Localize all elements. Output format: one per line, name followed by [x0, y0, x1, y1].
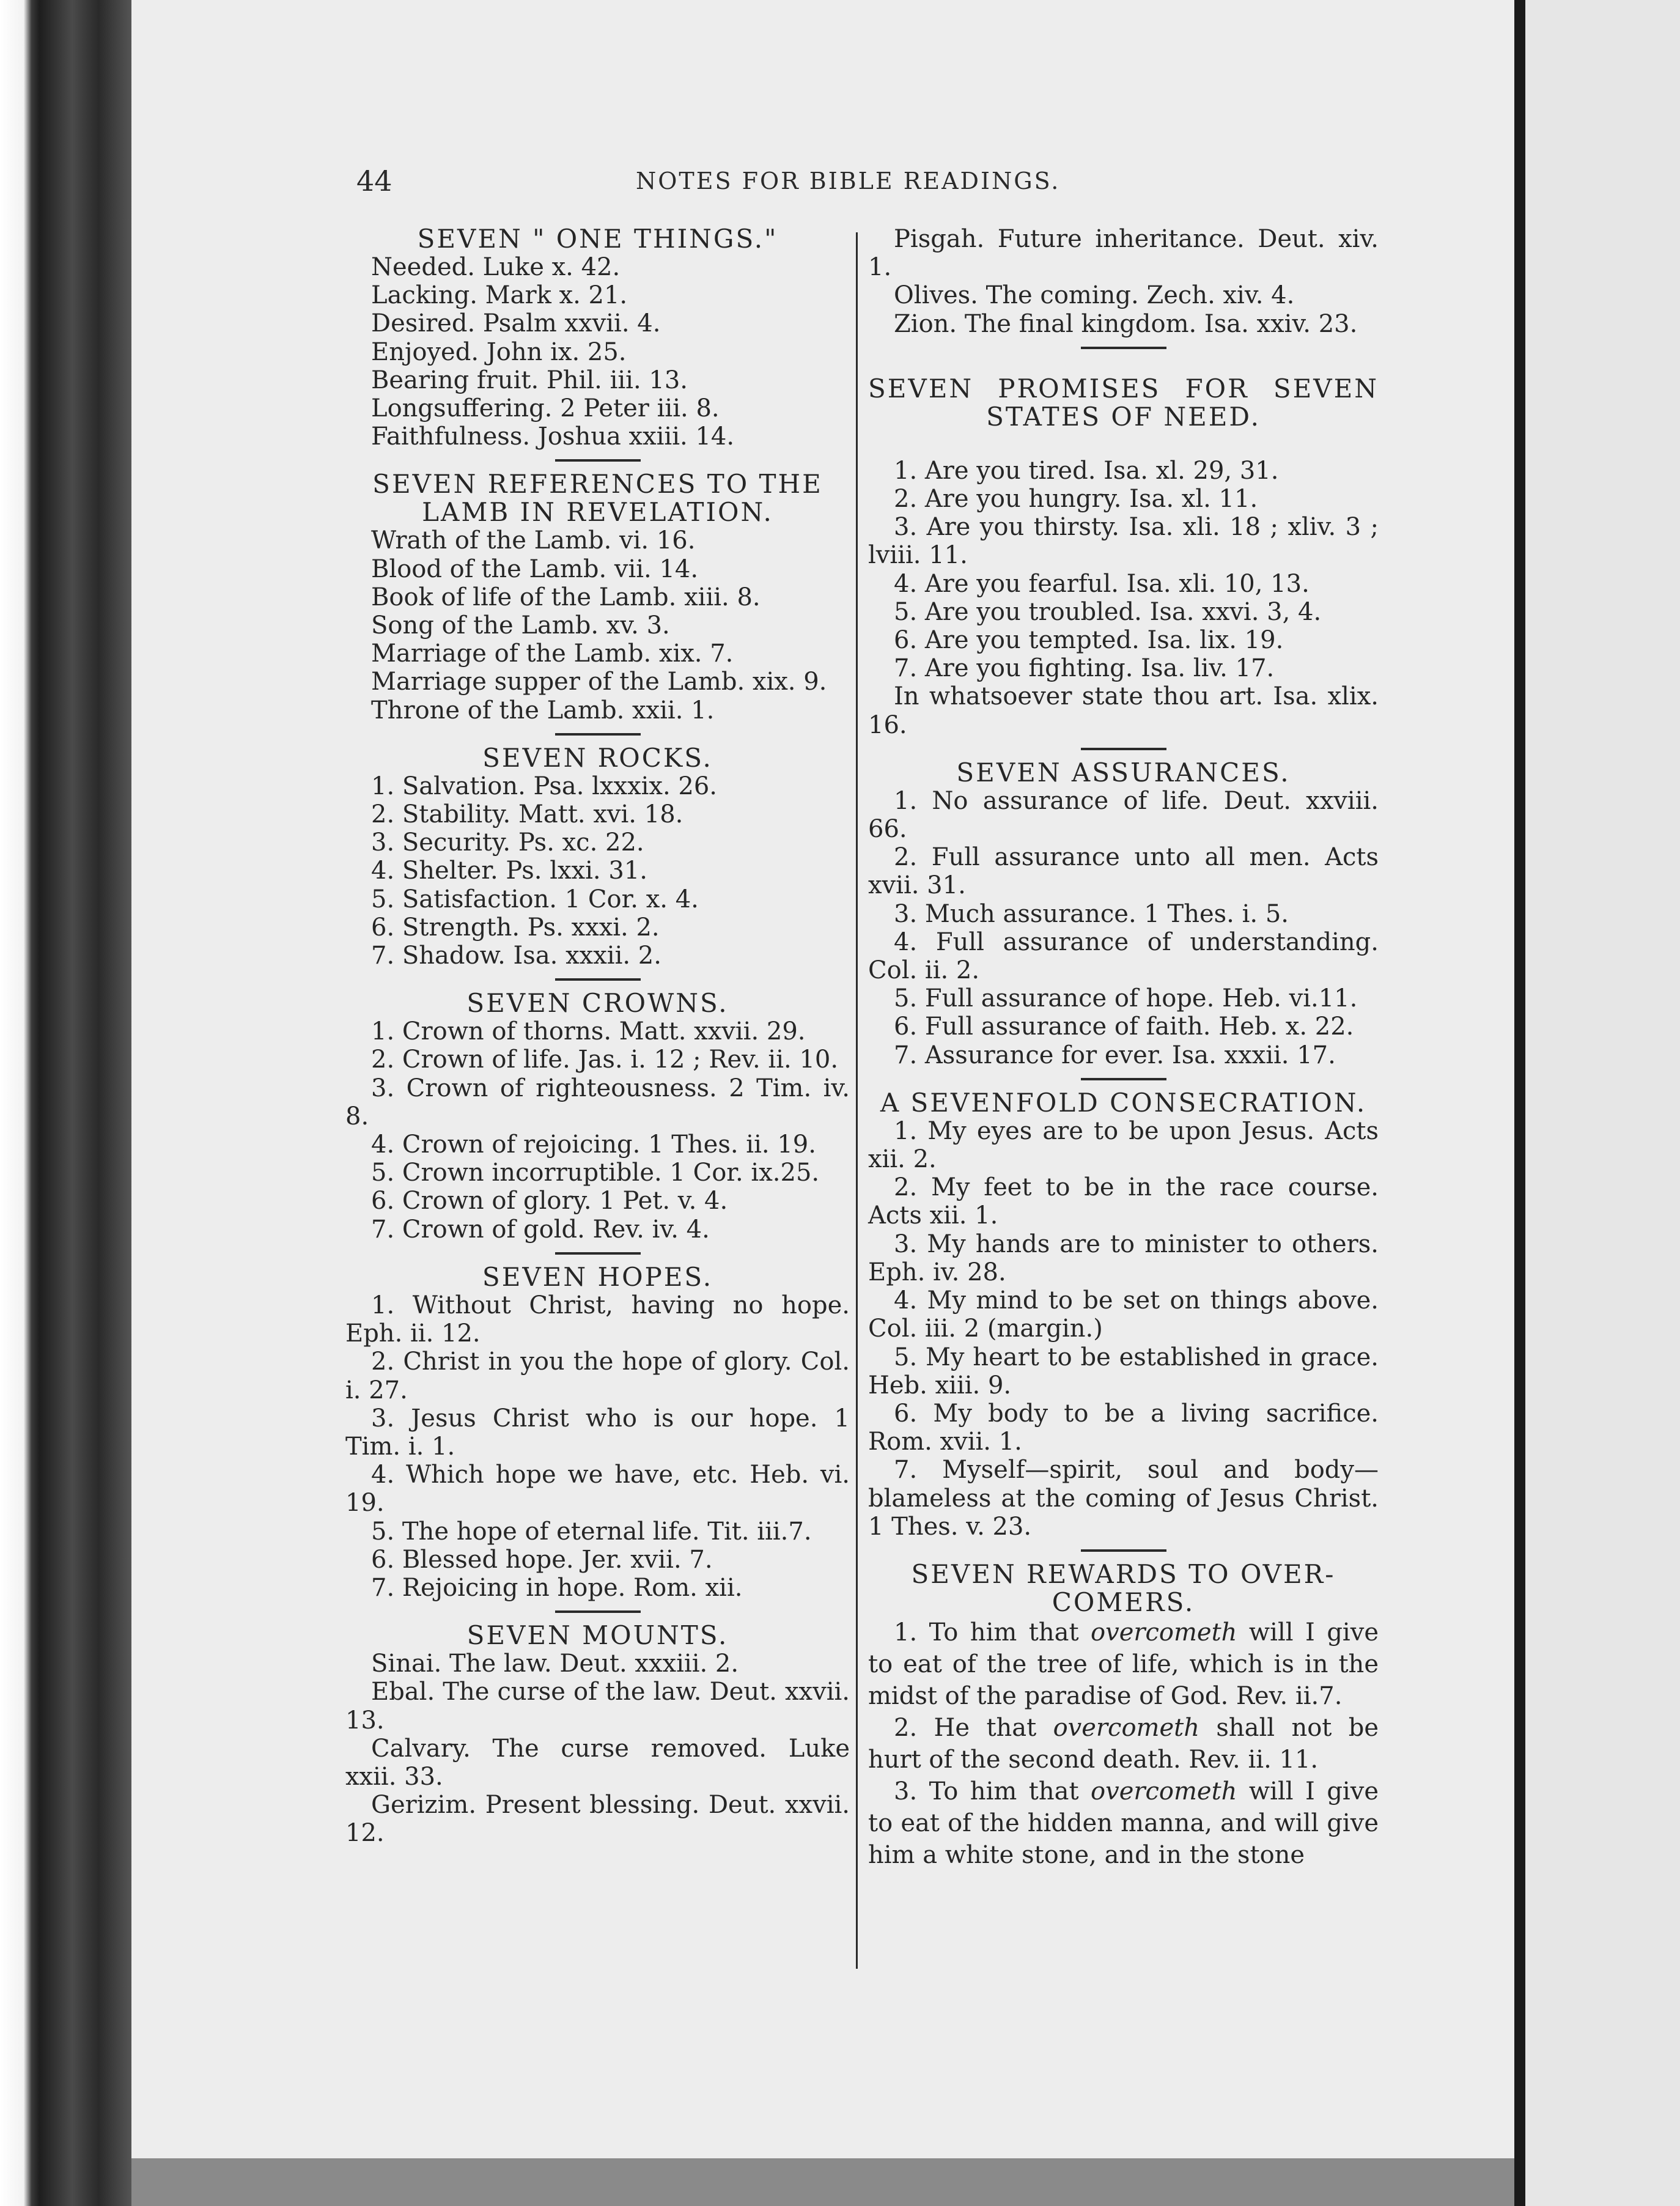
list-item: Longsuffering. 2 Peter iii. 8.	[371, 394, 720, 423]
list-item: 5. The hope of eternal life. Tit. iii.7.	[371, 1517, 812, 1546]
list-item: Lacking. Mark x. 21.	[371, 281, 628, 310]
list-item: 6. Strength. Ps. xxxi. 2.	[371, 913, 660, 942]
item-emphasis: overcometh	[1053, 1713, 1199, 1742]
item-text: 1. To him that	[894, 1618, 1091, 1647]
list-item: 3. Crown of righteousness. 2 Tim. iv. 8.	[345, 1074, 850, 1131]
list-item: 1. Salvation. Psa. lxxxix. 26.	[371, 772, 718, 800]
list-item: 1. No assurance of life. Deut. xxviii. 66.	[868, 786, 1379, 844]
list-item: 3. Much assurance. 1 Thes. i. 5.	[894, 899, 1289, 928]
section-title: SEVEN CROWNS.	[466, 988, 729, 1019]
list-item: 5. Are you troubled. Isa. xxvi. 3, 4.	[894, 597, 1322, 626]
item-text: 2. He that	[894, 1713, 1053, 1742]
list-item: 2. Are you hungry. Isa. xl. 11.	[894, 485, 1258, 514]
section-rule	[555, 1252, 641, 1255]
list-item: 2. My feet to be in the race course. Acts xii. 1.	[868, 1173, 1379, 1230]
section-title: SEVEN HOPES.	[482, 1261, 713, 1292]
page-bottom-edge	[131, 2158, 1514, 2206]
list-item	[868, 1712, 1379, 1776]
list-item: 4. Crown of rejoicing. 1 Thes. ii. 19.	[371, 1131, 816, 1159]
list-item: Marriage of the Lamb. xix. 7.	[371, 640, 734, 668]
section-rule	[555, 978, 641, 981]
list-item: Zion. The final kingdom. Isa. xxiv. 23.	[894, 309, 1358, 338]
list-item: 4. Shelter. Ps. lxxi. 31.	[371, 857, 647, 885]
section-rule	[555, 733, 641, 736]
list-item: Throne of the Lamb. xxii. 1.	[371, 696, 715, 725]
item-text: will I give to eat of the tree of life, which is in the midst of the paradise of God. Rev. ii.7.	[868, 1618, 1379, 1710]
list-item: 2. Christ in you the hope of glory. Col. i. 27.	[345, 1348, 850, 1404]
list-item: 7. Assurance for ever. Isa. xxxii. 17.	[894, 1041, 1336, 1069]
list-item: 7. Myself—spirit, soul and body—blameless at the coming of Jesus Christ. 1 Thes. v. 23.	[868, 1456, 1379, 1541]
section-rule	[1081, 1078, 1166, 1080]
section-title: SEVEN ROCKS.	[482, 742, 713, 773]
list-item: 4. Full assurance of understanding. Col. ii. 2.	[868, 928, 1379, 985]
list-item: 2. Crown of life. Jas. i. 12 ; Rev. ii. 10.	[371, 1046, 839, 1074]
list-item: Book of life of the Lamb. xiii. 8.	[371, 583, 761, 611]
list-item: 7. Rejoicing in hope. Rom. xii.	[371, 1573, 743, 1602]
list-item: 4. Which hope we have, etc. Heb. vi. 19.	[345, 1461, 850, 1518]
item-emphasis: overcometh	[1091, 1777, 1237, 1806]
list-item: Enjoyed. John ix. 25.	[371, 338, 627, 366]
list-item: Calvary. The curse removed. Luke xxii. 33.	[345, 1734, 850, 1791]
left-column	[345, 225, 850, 1848]
section-rule	[555, 1610, 641, 1613]
section-title	[868, 1560, 1379, 1617]
list-item: 5. My heart to be established in grace. Heb. xiii. 9.	[868, 1343, 1379, 1400]
list-item: 3. My hands are to minister to others. Eph. iv. 28.	[868, 1230, 1379, 1286]
section-title: SEVEN REFERENCES TO THE LAMB IN REVELATION.	[372, 469, 823, 528]
list-item: 1. Crown of thorns. Matt. xxvii. 29.	[371, 1017, 806, 1046]
list-item: Gerizim. Present blessing. Deut. xxvii. 12.	[345, 1791, 850, 1848]
section-title: SEVEN " ONE THINGS."	[417, 224, 778, 254]
section-title: SEVEN MOUNTS.	[466, 1620, 729, 1651]
binding-edge	[1514, 0, 1525, 2206]
title-line: SEVEN REWARDS TO OVER-	[911, 1559, 1336, 1589]
section-rule	[1081, 1549, 1166, 1552]
section-rule	[555, 459, 641, 462]
section-rule	[1081, 748, 1166, 750]
facing-page-edge	[1525, 0, 1680, 2206]
list-item: 5. Satisfaction. 1 Cor. x. 4.	[371, 885, 699, 913]
list-item: 7. Shadow. Isa. xxxii. 2.	[371, 942, 661, 970]
section-rule	[1081, 347, 1166, 349]
list-item: 2. Stability. Matt. xvi. 18.	[371, 800, 683, 829]
list-item: Sinai. The law. Deut. xxxiii. 2.	[371, 1650, 739, 1678]
list-item: 7. Crown of gold. Rev. iv. 4.	[371, 1215, 710, 1244]
item-text: shall not be hurt of the second death. Rev. ii. 11.	[868, 1713, 1379, 1774]
list-item: Wrath of the Lamb. vi. 16.	[371, 526, 696, 555]
item-emphasis: overcometh	[1091, 1618, 1237, 1647]
list-item: 1. My eyes are to be upon Jesus. Acts xii. 2.	[868, 1116, 1379, 1174]
list-item: 1. Without Christ, having no hope. Eph. ii. 12.	[345, 1291, 850, 1348]
page-gutter	[0, 0, 131, 2206]
list-item: 6. Are you tempted. Isa. lix. 19.	[894, 626, 1284, 655]
list-item: 6. Blessed hope. Jer. xvii. 7.	[371, 1545, 713, 1574]
list-item: 2. Full assurance unto all men. Acts xvii. 31.	[868, 843, 1379, 900]
item-text: will I give to eat of the hidden manna, and will give him a white stone, and in the stone	[868, 1777, 1379, 1869]
list-item: Faithfulness. Joshua xxiii. 14.	[371, 422, 735, 451]
section-title: SEVEN PROMISES FOR SEVEN STATES OF NEED.	[868, 373, 1379, 432]
list-item: Marriage supper of the Lamb. xix. 9.	[371, 668, 827, 696]
title-line: COMERS.	[1052, 1587, 1195, 1617]
section-title: A SEVENFOLD CONSECRATION.	[880, 1087, 1367, 1118]
list-item: 5. Full assurance of hope. Heb. vi.11.	[894, 984, 1358, 1013]
list-item: 3. Security. Ps. xc. 22.	[371, 828, 644, 857]
list-item: 5. Crown incorruptible. 1 Cor. ix.25.	[371, 1159, 820, 1187]
page-number: 44	[356, 164, 392, 197]
list-item: Pisgah. Future inheritance. Deut. xiv. 1.	[868, 225, 1379, 282]
list-item: Ebal. The curse of the law. Deut. xxvii. 13.	[345, 1678, 850, 1735]
list-item: 4. My mind to be set on things above. Col. iii. 2 (margin.)	[868, 1286, 1379, 1343]
list-item: Song of the Lamb. xv. 3.	[371, 611, 670, 640]
section-title: SEVEN ASSURANCES.	[956, 757, 1291, 788]
list-item: 6. Crown of glory. 1 Pet. v. 4.	[371, 1187, 728, 1216]
list-item: 4. Are you fearful. Isa. xli. 10, 13.	[894, 569, 1310, 598]
list-item: Needed. Luke x. 42.	[371, 253, 621, 281]
list-item: In whatsoever state thou art. Isa. xlix. 16.	[868, 682, 1379, 739]
list-item: Bearing fruit. Phil. iii. 13.	[371, 366, 688, 394]
right-column	[868, 225, 1379, 1871]
list-item: 1. Are you tired. Isa. xl. 29, 31.	[894, 456, 1279, 485]
column-divider	[856, 232, 858, 1969]
list-item	[868, 1776, 1379, 1871]
list-item: 3. Are you thirsty. Isa. xli. 18 ; xliv. 3 ; lviii. 11.	[868, 513, 1379, 570]
list-item: Desired. Psalm xxvii. 4.	[371, 309, 661, 338]
list-item: 7. Are you fighting. Isa. liv. 17.	[894, 654, 1275, 683]
running-title: NOTES FOR BIBLE READINGS.	[636, 168, 1061, 194]
list-item: 6. Full assurance of faith. Heb. x. 22.	[894, 1013, 1354, 1041]
list-item: 6. My body to be a living sacrifice. Rom. xvii. 1.	[868, 1399, 1379, 1456]
list-item	[868, 1617, 1379, 1712]
list-item: Blood of the Lamb. vii. 14.	[371, 555, 699, 583]
item-text: 3. To him that	[894, 1777, 1091, 1806]
list-item: 3. Jesus Christ who is our hope. 1 Tim. i. 1.	[345, 1404, 850, 1461]
list-item: Olives. The coming. Zech. xiv. 4.	[894, 281, 1295, 310]
